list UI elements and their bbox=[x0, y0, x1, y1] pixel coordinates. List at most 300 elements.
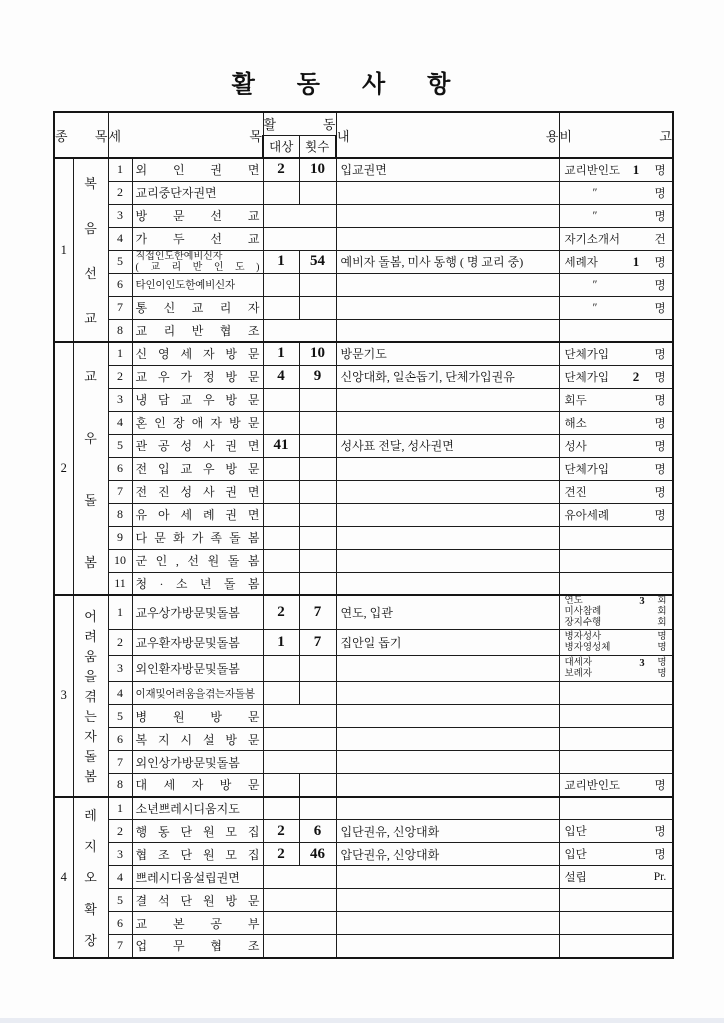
header-activity: 활 동 bbox=[263, 112, 336, 135]
remark-unit: 명 bbox=[654, 279, 666, 292]
remark-label: 성사 bbox=[564, 440, 587, 453]
activity-merged-cell bbox=[263, 751, 336, 774]
item-name: 교 본 공 부 bbox=[132, 912, 263, 935]
section-3 bbox=[54, 595, 673, 797]
item-name: 관 공 성 사 권 면 bbox=[132, 434, 263, 457]
remark-cell bbox=[559, 526, 673, 549]
target-value bbox=[263, 411, 299, 434]
count-value bbox=[299, 774, 336, 797]
row-number: 3 bbox=[108, 388, 132, 411]
activity-merged-cell bbox=[263, 912, 336, 935]
count-value bbox=[299, 797, 336, 820]
content-text bbox=[336, 728, 559, 751]
table-row bbox=[54, 797, 673, 820]
count-value bbox=[299, 296, 336, 319]
remark-label: 입단 bbox=[564, 849, 587, 861]
item-name: 교리중단자권면 bbox=[132, 181, 263, 204]
item-name: 협 조 단 원 모 집 bbox=[132, 843, 263, 866]
content-text: 압단권유, 신앙대화 bbox=[336, 843, 559, 866]
row-number: 5 bbox=[108, 434, 132, 457]
remark-line bbox=[560, 162, 673, 178]
remark-line bbox=[560, 277, 673, 293]
content-text: 입단권유, 신앙대화 bbox=[336, 820, 559, 843]
item-name: 대 세 자 방 문 bbox=[132, 774, 263, 797]
remark-cell bbox=[559, 630, 673, 656]
table-row bbox=[54, 595, 673, 630]
remark-unit: Pr. bbox=[653, 871, 667, 883]
activity-merged-cell bbox=[263, 319, 336, 342]
remark-cell bbox=[559, 434, 673, 457]
section-2 bbox=[54, 342, 673, 595]
remark-label: 교리반인도 bbox=[564, 164, 621, 177]
content-text bbox=[336, 181, 559, 204]
content-text bbox=[336, 388, 559, 411]
content-text bbox=[336, 656, 559, 682]
remark-unit: 명 bbox=[657, 657, 667, 668]
item-name: 전 진 성 사 권 면 bbox=[132, 480, 263, 503]
remark-label: 단체가입 bbox=[564, 348, 609, 361]
remark-unit: 건 bbox=[654, 233, 666, 246]
target-value bbox=[263, 774, 299, 797]
target-value: 2 bbox=[263, 820, 299, 843]
count-value: 54 bbox=[299, 250, 336, 273]
content-text bbox=[336, 549, 559, 572]
remark-cell bbox=[559, 158, 673, 181]
count-value bbox=[299, 411, 336, 434]
table-row bbox=[54, 705, 673, 728]
remark-cell bbox=[559, 411, 673, 434]
remark-cell bbox=[559, 843, 673, 866]
target-value bbox=[263, 549, 299, 572]
table-row bbox=[54, 889, 673, 912]
remark-unit: 명 bbox=[654, 210, 666, 223]
remark-line bbox=[560, 618, 673, 629]
remark-label: 미사참례 bbox=[564, 607, 602, 617]
activity-table bbox=[53, 111, 674, 959]
remark-line bbox=[560, 369, 673, 385]
item-name: 소년쁘레시디움지도 bbox=[132, 797, 263, 820]
header-count: 횟수 bbox=[299, 135, 336, 158]
remark-label: 해소 bbox=[564, 417, 587, 430]
remark-cell bbox=[559, 457, 673, 480]
remark-label: 연도 bbox=[564, 596, 583, 606]
remark-cell bbox=[559, 774, 673, 797]
content-text bbox=[336, 457, 559, 480]
remark-cell bbox=[559, 388, 673, 411]
remark-line bbox=[560, 507, 673, 523]
remark-cell bbox=[559, 181, 673, 204]
item-name: 혼 인 장 애 자 방 문 bbox=[132, 411, 263, 434]
activity-merged-cell bbox=[263, 728, 336, 751]
remark-line bbox=[560, 254, 673, 270]
content-text bbox=[336, 705, 559, 728]
item-name: 신 영 세 자 방 문 bbox=[132, 342, 263, 365]
remark-label: 교리반인도 bbox=[564, 779, 621, 792]
section-label: 레 지 오 확 장 bbox=[73, 797, 108, 958]
activity-merged-cell bbox=[263, 935, 336, 958]
item-name: 외인상가방문및돌봄 bbox=[132, 751, 263, 774]
section-1 bbox=[54, 158, 673, 342]
remark-unit: 명 bbox=[654, 509, 666, 522]
row-number: 3 bbox=[108, 656, 132, 682]
remark-line bbox=[560, 231, 673, 247]
table-row bbox=[54, 296, 673, 319]
row-number: 8 bbox=[108, 319, 132, 342]
remark-unit: 명 bbox=[654, 486, 666, 499]
section-label: 교 우 돌 봄 bbox=[73, 342, 108, 595]
remark-unit: 명 bbox=[654, 302, 666, 315]
table-row bbox=[54, 319, 673, 342]
remark-unit: 명 bbox=[654, 826, 666, 838]
item-name: 이재및어려움을겪는자돌봄 bbox=[132, 682, 263, 705]
row-number: 5 bbox=[108, 250, 132, 273]
table-row bbox=[54, 181, 673, 204]
remark-cell bbox=[559, 866, 673, 889]
item-name: 쁘레시디움설립권면 bbox=[132, 866, 263, 889]
content-text bbox=[336, 912, 559, 935]
row-number: 7 bbox=[108, 751, 132, 774]
remark-value: 3 bbox=[639, 657, 645, 669]
section-label: 어 려 움 을 겪 는 자 돌 봄 bbox=[73, 595, 108, 797]
row-number: 1 bbox=[108, 342, 132, 365]
header-category: 종 목 bbox=[54, 112, 108, 158]
count-value bbox=[299, 457, 336, 480]
remark-unit: 명 bbox=[654, 440, 666, 453]
table-row bbox=[54, 250, 673, 273]
remark-cell bbox=[559, 273, 673, 296]
count-value: 7 bbox=[299, 595, 336, 630]
table-row bbox=[54, 480, 673, 503]
header-remark: 비 고 bbox=[559, 112, 673, 158]
item-name: 결 석 단 원 방 문 bbox=[132, 889, 263, 912]
item-name: 방 문 선 교 bbox=[132, 204, 263, 227]
row-number: 2 bbox=[108, 365, 132, 388]
count-value bbox=[299, 503, 336, 526]
remark-cell bbox=[559, 342, 673, 365]
section-number: 1 bbox=[54, 158, 73, 342]
header-target: 대상 bbox=[263, 135, 299, 158]
count-value bbox=[299, 656, 336, 682]
remark-cell bbox=[559, 682, 673, 705]
table-row bbox=[54, 388, 673, 411]
remark-cell bbox=[559, 728, 673, 751]
item-name: 가 두 선 교 bbox=[132, 227, 263, 250]
count-value: 6 bbox=[299, 820, 336, 843]
remark-label: ″ bbox=[591, 278, 597, 291]
table-row bbox=[54, 273, 673, 296]
content-text bbox=[336, 572, 559, 595]
page-edge-shadow bbox=[0, 1018, 724, 1023]
remark-line bbox=[560, 461, 673, 477]
row-number: 2 bbox=[108, 181, 132, 204]
content-text: 신앙대화, 일손돕기, 단체가입권유 bbox=[336, 365, 559, 388]
item-name: 유 아 세 례 권 면 bbox=[132, 503, 263, 526]
remark-unit: 명 bbox=[654, 256, 666, 269]
remark-label: 단체가입 bbox=[564, 371, 609, 384]
row-number: 7 bbox=[108, 296, 132, 319]
count-value bbox=[299, 480, 336, 503]
table-row bbox=[54, 866, 673, 889]
table-header bbox=[54, 112, 673, 158]
item-name: 외 인 권 면 bbox=[132, 158, 263, 181]
content-text bbox=[336, 866, 559, 889]
activity-merged-cell bbox=[263, 889, 336, 912]
table-row bbox=[54, 204, 673, 227]
row-number: 2 bbox=[108, 820, 132, 843]
content-text: 방문기도 bbox=[336, 342, 559, 365]
item-name: 군 인 , 선 원 돌 봄 bbox=[132, 549, 263, 572]
content-text bbox=[336, 411, 559, 434]
item-name: 교 우 가 정 방 문 bbox=[132, 365, 263, 388]
remark-line bbox=[560, 643, 673, 654]
row-number: 4 bbox=[108, 682, 132, 705]
target-value: 2 bbox=[263, 158, 299, 181]
remark-cell bbox=[559, 820, 673, 843]
remark-cell bbox=[559, 319, 673, 342]
target-value: 1 bbox=[263, 630, 299, 656]
count-value bbox=[299, 572, 336, 595]
remark-label: ″ bbox=[591, 186, 597, 199]
row-number: 11 bbox=[108, 572, 132, 595]
target-value: 1 bbox=[263, 342, 299, 365]
table-row bbox=[54, 411, 673, 434]
remark-line bbox=[560, 346, 673, 362]
row-number: 8 bbox=[108, 774, 132, 797]
remark-value: 1 bbox=[632, 161, 640, 177]
remark-line bbox=[560, 846, 673, 862]
content-text bbox=[336, 526, 559, 549]
content-text bbox=[336, 935, 559, 958]
target-value: 2 bbox=[263, 843, 299, 866]
row-number: 8 bbox=[108, 503, 132, 526]
remark-unit: 명 bbox=[654, 371, 666, 384]
content-text bbox=[336, 227, 559, 250]
content-text bbox=[336, 204, 559, 227]
row-number: 6 bbox=[108, 912, 132, 935]
table-row bbox=[54, 630, 673, 656]
remark-value: 1 bbox=[632, 253, 640, 269]
header-item: 세 목 bbox=[108, 112, 263, 158]
row-number: 1 bbox=[108, 158, 132, 181]
row-number: 4 bbox=[108, 411, 132, 434]
remark-unit: 명 bbox=[654, 417, 666, 430]
remark-cell bbox=[559, 656, 673, 682]
table-row bbox=[54, 682, 673, 705]
row-number: 9 bbox=[108, 526, 132, 549]
remark-line bbox=[560, 438, 673, 454]
remark-cell bbox=[559, 250, 673, 273]
remark-cell bbox=[559, 480, 673, 503]
row-number: 6 bbox=[108, 728, 132, 751]
remark-label: 장지수행 bbox=[564, 618, 602, 628]
remark-line bbox=[560, 208, 673, 224]
content-text bbox=[336, 774, 559, 797]
row-number: 10 bbox=[108, 549, 132, 572]
remark-label: 견진 bbox=[564, 486, 587, 499]
remark-line bbox=[560, 415, 673, 431]
content-text: 성사표 전달, 성사권면 bbox=[336, 434, 559, 457]
remark-unit: 명 bbox=[657, 631, 667, 642]
remark-unit: 명 bbox=[657, 642, 667, 653]
table-row bbox=[54, 457, 673, 480]
remark-line bbox=[560, 869, 673, 885]
remark-label: 세례자 bbox=[564, 256, 598, 269]
remark-cell bbox=[559, 204, 673, 227]
target-value bbox=[263, 457, 299, 480]
row-number: 6 bbox=[108, 457, 132, 480]
target-value bbox=[263, 572, 299, 595]
section-label: 복 음 선 교 bbox=[73, 158, 108, 342]
item-name: 청 · 소 년 돌 봄 bbox=[132, 572, 263, 595]
table-row bbox=[54, 227, 673, 250]
item-name: 복 지 시 설 방 문 bbox=[132, 728, 263, 751]
target-value bbox=[263, 480, 299, 503]
row-number: 6 bbox=[108, 273, 132, 296]
remark-unit: 명 bbox=[654, 779, 666, 792]
remark-line bbox=[560, 392, 673, 408]
row-number: 3 bbox=[108, 204, 132, 227]
table-row bbox=[54, 935, 673, 958]
remark-cell bbox=[559, 935, 673, 958]
target-value bbox=[263, 296, 299, 319]
content-text bbox=[336, 319, 559, 342]
count-value bbox=[299, 434, 336, 457]
remark-value: 3 bbox=[639, 596, 645, 607]
remark-label: 입단 bbox=[564, 826, 587, 838]
target-value bbox=[263, 797, 299, 820]
row-number: 4 bbox=[108, 227, 132, 250]
remark-cell bbox=[559, 889, 673, 912]
table-row bbox=[54, 820, 673, 843]
target-value bbox=[263, 503, 299, 526]
remark-cell bbox=[559, 797, 673, 820]
remark-unit: 명 bbox=[657, 668, 667, 679]
remark-line bbox=[560, 669, 673, 680]
remark-unit: 회 bbox=[657, 607, 667, 617]
row-number: 7 bbox=[108, 480, 132, 503]
target-value bbox=[263, 388, 299, 411]
remark-unit: 명 bbox=[654, 187, 666, 200]
table-row bbox=[54, 912, 673, 935]
content-text bbox=[336, 682, 559, 705]
table-row bbox=[54, 365, 673, 388]
remark-cell bbox=[559, 705, 673, 728]
item-name: 냉 담 교 우 방 문 bbox=[132, 388, 263, 411]
target-value bbox=[263, 656, 299, 682]
item-name: 행 동 단 원 모 집 bbox=[132, 820, 263, 843]
remark-value: 2 bbox=[632, 368, 640, 384]
item-name: 통 신 교 리 자 bbox=[132, 296, 263, 319]
section-number: 3 bbox=[54, 595, 73, 797]
remark-label: 병자성사 bbox=[564, 631, 602, 642]
count-value bbox=[299, 388, 336, 411]
row-number: 1 bbox=[108, 595, 132, 630]
count-value: 9 bbox=[299, 365, 336, 388]
header-content: 내 용 bbox=[336, 112, 559, 158]
row-number: 5 bbox=[108, 705, 132, 728]
item-name: 업 무 협 조 bbox=[132, 935, 263, 958]
remark-label: ″ bbox=[591, 209, 597, 222]
target-value: 4 bbox=[263, 365, 299, 388]
content-text bbox=[336, 480, 559, 503]
remark-line bbox=[560, 300, 673, 316]
activity-merged-cell bbox=[263, 227, 336, 250]
remark-label: 설립 bbox=[564, 872, 587, 884]
content-text bbox=[336, 296, 559, 319]
remark-line bbox=[560, 658, 673, 669]
remark-line bbox=[560, 632, 673, 643]
activity-merged-cell bbox=[263, 204, 336, 227]
table-row bbox=[54, 158, 673, 181]
remark-cell bbox=[559, 595, 673, 630]
table-row bbox=[54, 656, 673, 682]
remark-cell bbox=[559, 549, 673, 572]
content-text: 예비자 돌봄, 미사 동행 ( 명 교리 중) bbox=[336, 250, 559, 273]
target-value bbox=[263, 273, 299, 296]
remark-line bbox=[560, 607, 673, 618]
table-row bbox=[54, 549, 673, 572]
content-text: 연도, 입관 bbox=[336, 595, 559, 630]
content-text bbox=[336, 751, 559, 774]
remark-cell bbox=[559, 572, 673, 595]
table-row bbox=[54, 342, 673, 365]
section-number: 4 bbox=[54, 797, 73, 958]
count-value: 10 bbox=[299, 158, 336, 181]
table-row bbox=[54, 751, 673, 774]
content-text bbox=[336, 889, 559, 912]
remark-cell bbox=[559, 751, 673, 774]
item-name: 교 리 반 협 조 bbox=[132, 319, 263, 342]
remark-unit: 명 bbox=[654, 849, 666, 861]
content-text bbox=[336, 503, 559, 526]
target-value bbox=[263, 526, 299, 549]
row-number: 7 bbox=[108, 935, 132, 958]
content-text bbox=[336, 273, 559, 296]
count-value: 46 bbox=[299, 843, 336, 866]
section-4 bbox=[54, 797, 673, 958]
item-name: 직접인도한예비신자 ( 교 리 반 인 도 ) bbox=[132, 250, 263, 273]
count-value bbox=[299, 526, 336, 549]
table-row bbox=[54, 526, 673, 549]
remark-label: 유아세례 bbox=[564, 509, 609, 522]
count-value bbox=[299, 549, 336, 572]
row-number: 2 bbox=[108, 630, 132, 656]
table-row bbox=[54, 728, 673, 751]
target-value: 2 bbox=[263, 595, 299, 630]
item-name: 타인이인도한예비신자 bbox=[132, 273, 263, 296]
table-row bbox=[54, 572, 673, 595]
content-text: 입교권면 bbox=[336, 158, 559, 181]
table-row bbox=[54, 843, 673, 866]
item-name: 교우상가방문및돌봄 bbox=[132, 595, 263, 630]
row-number: 3 bbox=[108, 843, 132, 866]
remark-cell bbox=[559, 912, 673, 935]
remark-line bbox=[560, 777, 673, 793]
activity-merged-cell bbox=[263, 866, 336, 889]
content-text bbox=[336, 797, 559, 820]
remark-cell bbox=[559, 503, 673, 526]
remark-cell bbox=[559, 227, 673, 250]
table-row bbox=[54, 774, 673, 797]
row-number: 1 bbox=[108, 797, 132, 820]
remark-label: 자기소개서 bbox=[564, 233, 621, 246]
count-value bbox=[299, 181, 336, 204]
count-value bbox=[299, 273, 336, 296]
target-value bbox=[263, 181, 299, 204]
count-value bbox=[299, 682, 336, 705]
content-text: 집안일 돕기 bbox=[336, 630, 559, 656]
remark-cell bbox=[559, 296, 673, 319]
